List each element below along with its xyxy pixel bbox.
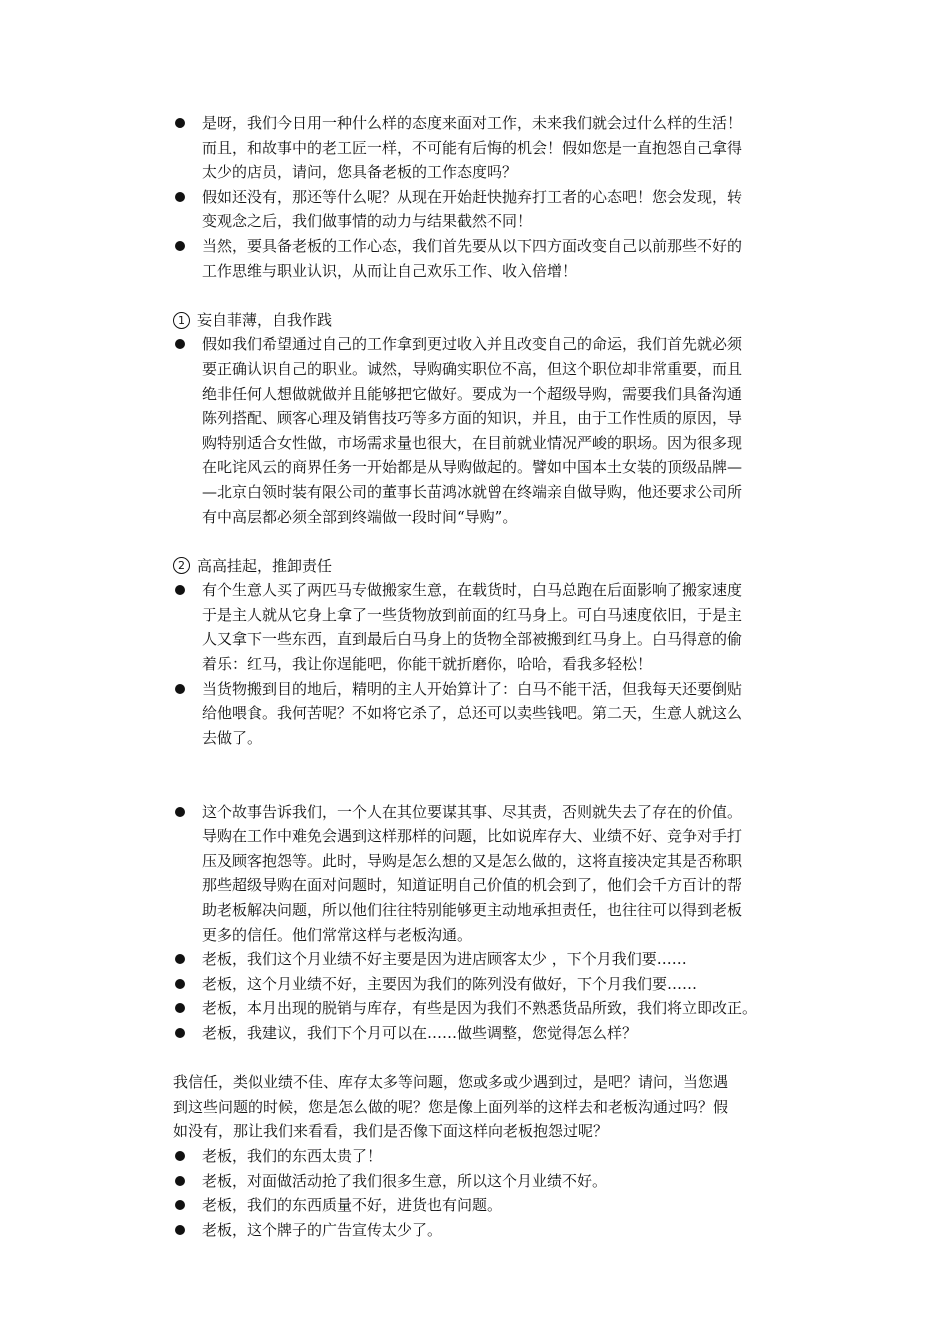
- list-item-text: 老板，我们这个月业绩不好主要是因为进店顾客太少 ，下个月我们要……: [202, 950, 687, 969]
- list-item-text: 老板，这个月业绩不好，主要因为我们的陈列没有做好，下个月我们要……: [202, 974, 698, 993]
- list-item: [173, 578, 818, 676]
- list-item-text: 老板，我们的东西质量不好，进货也有问题。: [202, 1196, 503, 1215]
- bullet-icon: [175, 339, 185, 349]
- list-item-text: 老板，本月出现的脱销与库存，有些是因为我们不熟悉货品所致，我们将立即改正。: [202, 999, 758, 1018]
- section-heading-1: [173, 308, 818, 333]
- bullet-icon: [175, 807, 185, 817]
- bullet-icon: [175, 118, 185, 128]
- list-item-text: 老板，我建议，我们下个月可以在……做些调整，您觉得怎么样？: [202, 1023, 638, 1042]
- list-item-text: 当然，要具备老板的工作心态，我们首先要从以下四方面改变自己以前那些不好的 工作思维与职业认识，从而让自己欢乐工作、收入倍增！: [202, 236, 743, 280]
- list-item: [173, 947, 818, 972]
- complaint-bullet-list: [173, 1144, 818, 1242]
- bullet-icon: [175, 684, 185, 694]
- list-item: [173, 996, 818, 1021]
- list-item: [173, 234, 818, 283]
- circled-number-icon: 1: [173, 312, 190, 329]
- list-item-text: 当货物搬到目的地后，精明的主人开始算计了：白马不能干活，但我每天还要倒贴 给他喂食。我何苦呢？不如将它杀了，总还可以卖些钱吧。第二天，生意人就这么 去做了。: [202, 679, 743, 747]
- list-item: [173, 185, 818, 234]
- list-item: [173, 677, 818, 751]
- list-item-text: 老板，我们的东西太贵了！: [202, 1146, 383, 1165]
- closing-paragraph: 我信任，类似业绩不佳、库存太多等问题，您或多或少遇到过，是吧？请问，当您遇 到这些问题的时候，您是怎么做的呢？您是像上面列举的这样去和老板沟通过吗？假 如没有，那让我们来看看，我们是否像下面这样向老板抱怨过呢？: [173, 1073, 729, 1141]
- list-item-text: 假如还没有，那还等什么呢？从现在开始赶快抛弃打工者的心态吧！您会发现，转 变观念之后，我们做事情的动力与结果截然不同！: [202, 187, 743, 231]
- document-page: [173, 111, 818, 1242]
- list-item-text: 老板，这个牌子的广告宣传太少了。: [202, 1220, 443, 1239]
- list-item-text: 老板，对面做活动抢了我们很多生意，所以这个月业绩不好。: [202, 1171, 608, 1190]
- section-title: 妄自菲薄，自我作践: [197, 310, 333, 329]
- section2-bullet-list: [173, 578, 818, 750]
- bullet-icon: [175, 241, 185, 251]
- bullet-icon: [175, 1028, 185, 1038]
- list-item-text: 这个故事告诉我们，一个人在其位要谋其事、尽其责，否则就失去了存在的价值。 导购在工作中难免会遇到这样那样的问题，比如说库存大、业绩不好、竞争对手打 压及顾客抱怨等。此时，导购是怎么想的又是怎么做的，这将直接决定其是否称职 那些超级导购在面对问题时，知道证明自己价值的机会到了，他们会千方百计的帮 助老板解决问题，所以他们往往特别能够更主动地承担责任，也往往可以得到老板 更多的信任。他们常常这样与老板沟通。: [202, 802, 743, 944]
- bullet-icon: [175, 1225, 185, 1235]
- list-item: [173, 1021, 818, 1046]
- bullet-icon: [175, 1176, 185, 1186]
- list-item-text: 是呀，我们今日用一种什么样的态度来面对工作，未来我们就会过什么样的生活！ 而且，和故事中的老工匠一样，不可能有后悔的机会！假如您是一直抱怨自己拿得 太少的店员，请问，您具备老板的工作态度吗？: [202, 114, 743, 182]
- intro-bullet-list: [173, 111, 818, 283]
- bullet-icon: [175, 1200, 185, 1210]
- bullet-icon: [175, 1151, 185, 1161]
- list-item: [173, 800, 818, 948]
- section1-bullet-list: [173, 332, 818, 529]
- list-item: [173, 1218, 818, 1243]
- list-item: [173, 1144, 818, 1169]
- list-item: [173, 1169, 818, 1194]
- bullet-icon: [175, 192, 185, 202]
- list-item: [173, 111, 818, 185]
- list-item-text: 有个生意人买了两匹马专做搬家生意，在载货时，白马总跑在后面影响了搬家速度 于是主人就从它身上拿了一些货物放到前面的红马身上。可白马速度依旧，于是主 人又拿下一些东西，直到最后白马身上的货物全部被搬到红马身上。白马得意的偷 着乐：红马，我让你逞能吧，你能干就折磨你，哈哈，看我多轻松！: [202, 581, 743, 674]
- list-item-text: 假如我们希望通过自己的工作拿到更过收入并且改变自己的命运，我们首先就必须 要正确认识自己的职业。诚然，导购确实职位不高，但这个职位却非常重要，而且 绝非任何人想做就做并且能够把它做好。要成为一个超级导购，需要我们具备沟通 陈列搭配、顾客心理及销售技巧等多方面的知识，并且，由于工作性质的原因，导 购特别适合女性做，市场需求量也很大，在目前就业情况严峻的职场。因为很多现 在叱诧风云的商界任务一开始都是从导购做起的。譬如中国本土女装的顶级品牌— —北京白领时装有限公司的董事长苗鸿冰就曾在终端亲自做导购，他还要求公司所 有中高层都必须全部到终端做一段时间“导购”。: [202, 335, 743, 526]
- list-item: [173, 972, 818, 997]
- circled-number-icon: 2: [173, 557, 190, 574]
- bullet-icon: [175, 954, 185, 964]
- spacer: [173, 750, 818, 775]
- bullet-icon: [175, 1003, 185, 1013]
- lesson-bullet-list: [173, 800, 818, 1046]
- list-item: [173, 1193, 818, 1218]
- section-heading-2: [173, 554, 818, 579]
- bullet-icon: [175, 585, 185, 595]
- list-item: [173, 332, 818, 529]
- bullet-icon: [175, 979, 185, 989]
- section-title: 高高挂起，推卸责任: [197, 556, 333, 575]
